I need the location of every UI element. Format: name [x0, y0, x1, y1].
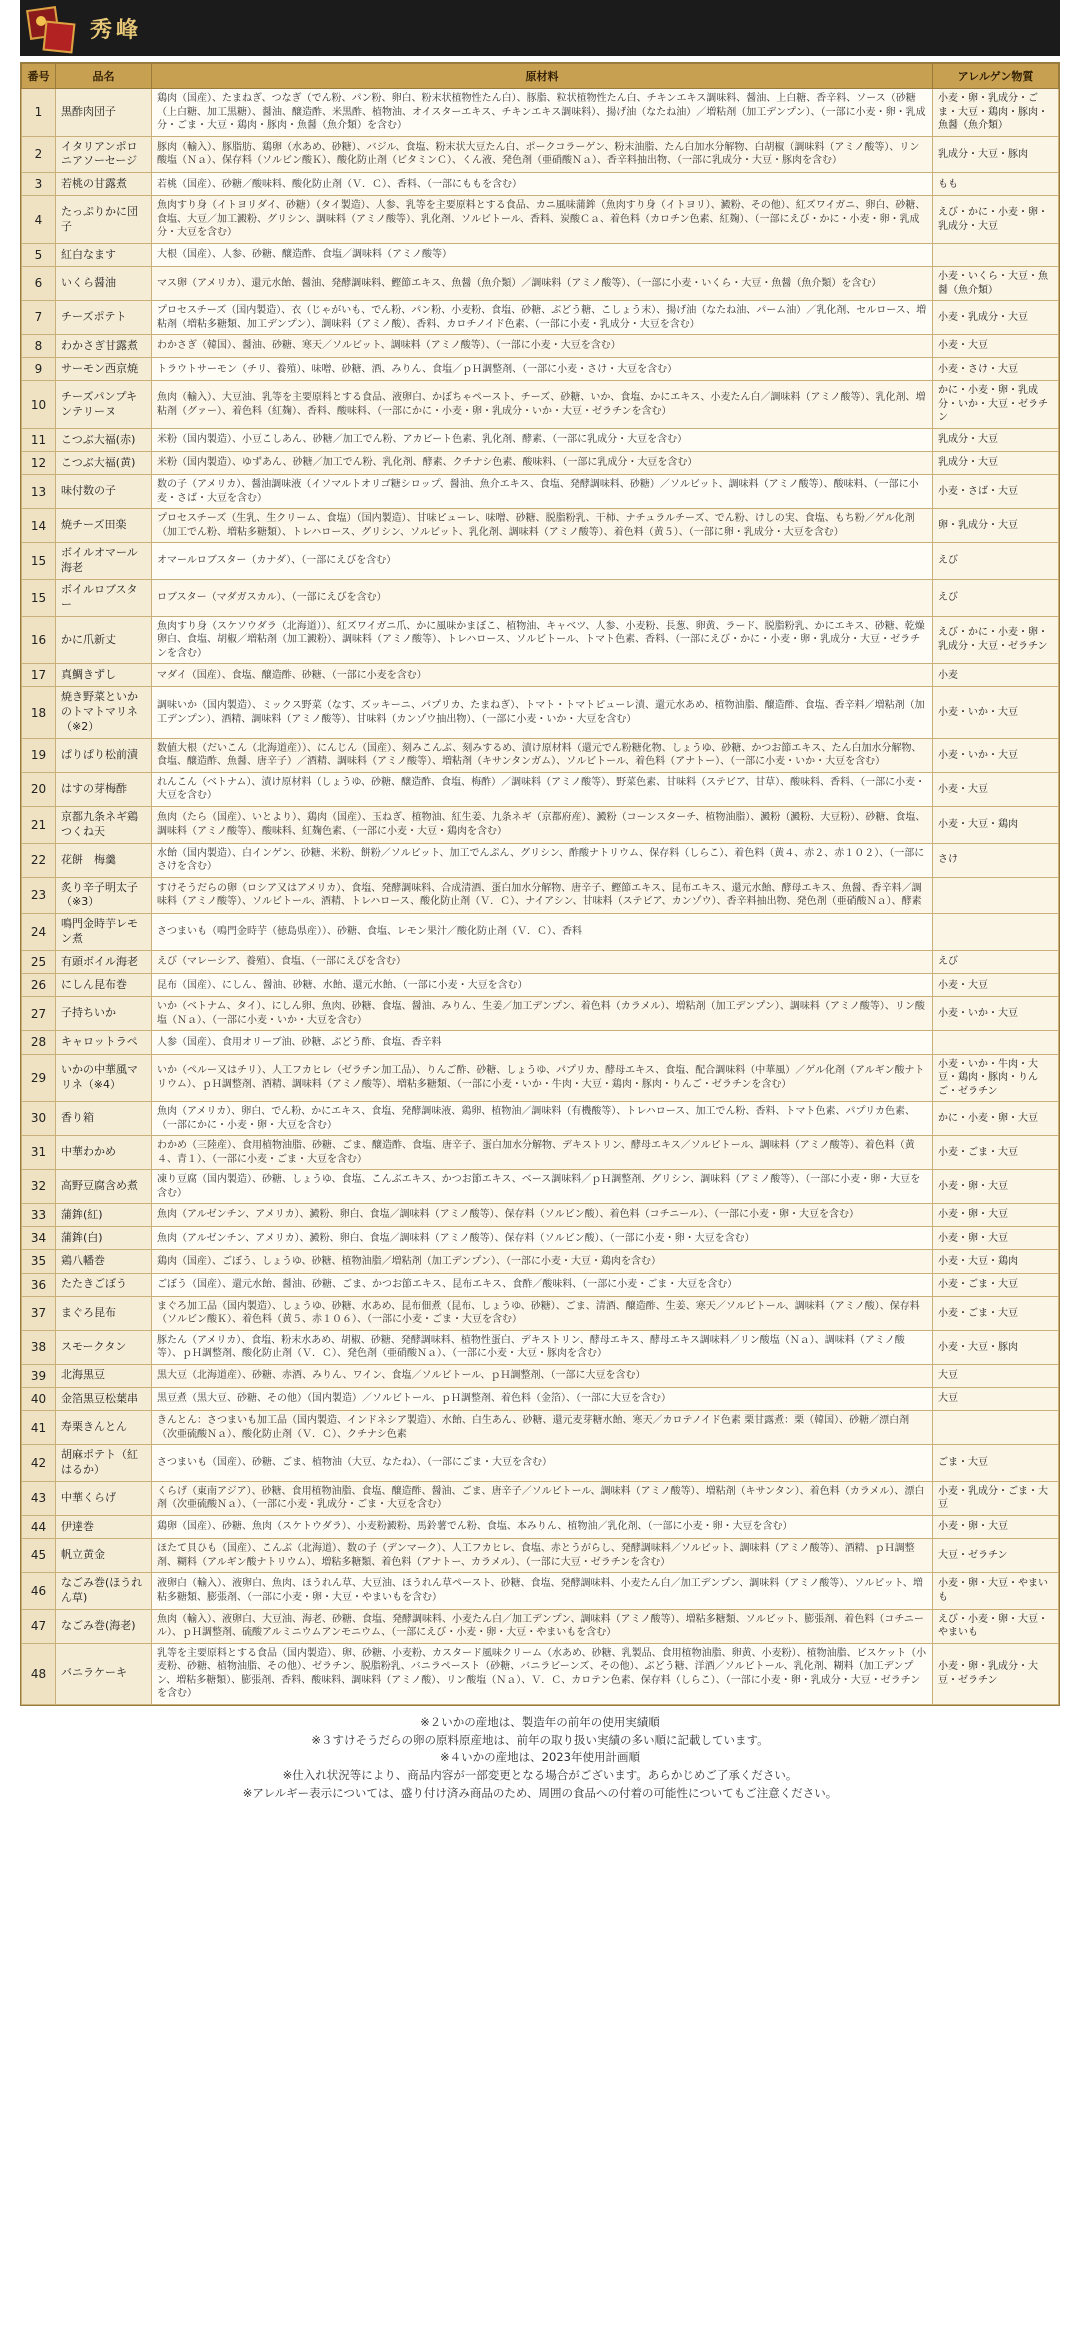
table-row: [22, 1387, 1059, 1410]
product-name-cell: ぱりぱり松前漬: [56, 738, 152, 772]
allergens-cell: えび・かに・小麦・卵・乳成分・大豆・ゼラチン: [933, 616, 1059, 664]
ingredients-cell: わかめ（三陸産）、食用植物油脂、砂糖、ごま、醸造酢、食塩、唐辛子、蛋白加水分解物、デキストリン、酵母エキス／ソルビトール、調味料（アミノ酸等）、着色料（黄４、青１）、（一部に小麦・ごま・大豆を含む）: [152, 1136, 933, 1170]
allergens-cell: 小麦・ごま・大豆: [933, 1273, 1059, 1296]
product-name-cell: にしん昆布巻: [56, 974, 152, 997]
row-number-cell: 2: [22, 136, 56, 173]
ingredients-cell: 魚肉（輸入）、大豆油、乳等を主要原料とする食品、液卵白、かぼちゃペースト、チーズ、砂糖、いか、食塩、かにエキス、小麦たん白／調味料（アミノ酸等）、乳化剤、増粘剤（グァー）、着色料（紅麹）、香料、酸味料、（一部にかに・小麦・卵・乳成分・いか・大豆・ゼラチンを含む）: [152, 381, 933, 429]
row-number-cell: 11: [22, 428, 56, 451]
allergens-cell: [933, 1031, 1059, 1054]
allergens-cell: [933, 243, 1059, 266]
ingredients-cell: くらげ（東南アジア）、砂糖、食用植物油脂、食塩、醸造酢、醤油、ごま、唐辛子／ソルビトール、調味料（アミノ酸等）、増粘剤（キサンタン）、着色料（カラメル）、漂白剤（次亜硫酸Ｎａ）、（一部に小麦・乳成分・ごま・大豆を含む）: [152, 1481, 933, 1515]
ingredients-cell: 人参（国産）、食用オリーブ油、砂糖、ぶどう酢、食塩、香辛料: [152, 1031, 933, 1054]
ingredients-cell: 米粉（国内製造）、ゆずあん、砂糖／加工でん粉、乳化剤、酵素、クチナシ色素、酸味料、（一部に乳成分・大豆を含む）: [152, 452, 933, 475]
footnote: ※アレルギー表示については、盛り付け済み商品のため、周囲の食品への付着の可能性についてもご注意ください。: [242, 1785, 838, 1800]
product-name-cell: バニラケーキ: [56, 1643, 152, 1704]
allergens-cell: 小麦・いか・大豆: [933, 687, 1059, 739]
table-row: [22, 580, 1059, 617]
footnote: ※２いかの産地は、製造年の前年の使用実績順: [420, 1714, 660, 1729]
row-number-cell: 23: [22, 877, 56, 914]
row-number-cell: 45: [22, 1539, 56, 1573]
row-number-cell: 15: [22, 580, 56, 617]
ingredients-cell: 凍り豆腐（国内製造）、砂糖、しょうゆ、食塩、こんぶエキス、かつお節エキス、ベース調味料／ｐＨ調整剤、グリシン、調味料（アミノ酸等）、（一部に小麦・卵・大豆を含む）: [152, 1170, 933, 1204]
row-number-cell: 34: [22, 1227, 56, 1250]
table-row: [22, 1481, 1059, 1515]
row-number-cell: 37: [22, 1296, 56, 1330]
table-row: [22, 173, 1059, 196]
allergens-cell: 小麦・卵・乳成分・ごま・大豆・鶏肉・豚肉・魚醤（魚介類）: [933, 89, 1059, 137]
row-number-cell: 5: [22, 243, 56, 266]
ingredients-cell: 調味いか（国内製造）、ミックス野菜（なす、ズッキーニ、パプリカ、たまねぎ）、トマト・トマトピューレ漬、還元水あめ、植物油脂、醸造酢、食塩、香辛料／増粘剤（加工デンプン）、酒精、調味料（アミノ酸等）、甘味料（カンゾウ抽出物）、（一部に小麦・いか・大豆を含む）: [152, 687, 933, 739]
allergens-cell: 小麦・さけ・大豆: [933, 358, 1059, 381]
row-number-cell: 47: [22, 1609, 56, 1643]
footnotes: [0, 1714, 1080, 1803]
row-number-cell: 44: [22, 1515, 56, 1538]
row-number-cell: 4: [22, 196, 56, 244]
table-row: [22, 301, 1059, 335]
allergens-cell: 小麦・いくら・大豆・魚醤（魚介類）: [933, 267, 1059, 301]
allergens-cell: [933, 877, 1059, 914]
row-number-cell: 42: [22, 1445, 56, 1482]
ingredients-cell: いか（ペルー又はチリ）、人工フカヒレ（ゼラチン加工品）、りんご酢、砂糖、しょうゆ、パプリカ、酵母エキス、食塩、配合調味料（中華風）／ゲル化剤（アルギン酸ナトリウム）、ｐＨ調整剤、酒精、調味料（アミノ酸等）、増粘多糖類、（一部に小麦・いか・牛肉・大豆・鶏肉・豚肉・りんご・ゼラチンを含む）: [152, 1054, 933, 1102]
row-number-cell: 28: [22, 1031, 56, 1054]
product-name-cell: 炙り辛子明太子（※3）: [56, 877, 152, 914]
allergens-cell: えび・かに・小麦・卵・乳成分・大豆: [933, 196, 1059, 244]
ingredients-cell: 魚肉すり身（イトヨリダイ、砂糖）（タイ製造）、人参、乳等を主要原料とする食品、カニ風味蒲鉾（魚肉すり身（イトヨリ）、澱粉、その他）、紅ズワイガニ、卵白、砂糖、食塩、大豆／加工澱粉、グリシン、調味料（アミノ酸等）、乳化剤、ソルビトール、香料、炭酸Ｃａ、着色料（カロチン色素、紅麹）、（一部にえび・かに・小麦・卵・乳成分・大豆を含む）: [152, 196, 933, 244]
table-row: [22, 428, 1059, 451]
table-row: [22, 1296, 1059, 1330]
allergens-cell: 小麦・ごま・大豆: [933, 1296, 1059, 1330]
product-name-cell: サーモン西京焼: [56, 358, 152, 381]
allergens-cell: 卵・乳成分・大豆: [933, 509, 1059, 543]
ingredients-cell: 米粉（国内製造）、小豆こしあん、砂糖／加工でん粉、アカビート色素、乳化剤、酵素、（一部に乳成分・大豆を含む）: [152, 428, 933, 451]
table-row: [22, 974, 1059, 997]
ingredients-cell: 黒豆煮（黒大豆、砂糖、その他）（国内製造）／ソルビトール、ｐＨ調整剤、着色料（金箔）、（一部に大豆を含む）: [152, 1387, 933, 1410]
product-name-cell: 有頭ボイル海老: [56, 950, 152, 973]
row-number-cell: 33: [22, 1204, 56, 1227]
allergens-cell: えび: [933, 580, 1059, 617]
ingredients-cell: ほたて貝ひも（国産）、こんぶ（北海道）、数の子（デンマーク）、人工フカヒレ、食塩、赤とうがらし、発酵調味料／ソルビット、調味料（アミノ酸等）、酒精、ｐＨ調整剤、糊料（アルギン酸ナトリウム）、増粘多糖類、着色料（アナトー、カラメル）、（一部に大豆・ゼラチンを含む）: [152, 1539, 933, 1573]
table-row: [22, 1330, 1059, 1364]
allergens-cell: 小麦: [933, 664, 1059, 687]
allergens-cell: えび: [933, 950, 1059, 973]
table-row: [22, 687, 1059, 739]
ingredients-table: [20, 62, 1060, 1706]
row-number-cell: 35: [22, 1250, 56, 1273]
header-banner: [20, 0, 1060, 56]
table-row: [22, 1515, 1059, 1538]
table-row: [22, 664, 1059, 687]
table-row: [22, 1411, 1059, 1445]
ingredients-cell: 数値大根（だいこん（北海道産））、にんじん（国産）、刻みこんぶ、刻みするめ、漬け原材料（還元でん粉糖化物、しょうゆ、砂糖、かつお節エキス、たん白加水分解物、食塩、醸造酢、魚醤、唐辛子）／酒精、調味料（アミノ酸等）、増粘剤（キサンタンガム）、ソルビトール、着色料（アナトー）、（一部に小麦・いか・大豆を含む）: [152, 738, 933, 772]
table-row: [22, 509, 1059, 543]
allergens-cell: もも: [933, 173, 1059, 196]
allergens-cell: 小麦・大豆: [933, 772, 1059, 806]
row-number-cell: 10: [22, 381, 56, 429]
row-number-cell: 9: [22, 358, 56, 381]
table-row: [22, 358, 1059, 381]
allergens-cell: 小麦・卵・大豆: [933, 1515, 1059, 1538]
table-row: [22, 1054, 1059, 1102]
product-name-cell: なごみ巻(海老): [56, 1609, 152, 1643]
osechi-box-icon: [26, 4, 74, 52]
allergens-cell: 乳成分・大豆: [933, 428, 1059, 451]
row-number-cell: 15: [22, 543, 56, 580]
allergens-cell: 小麦・大豆・鶏肉: [933, 1250, 1059, 1273]
ingredients-cell: れんこん（ベトナム）、漬け原材料（しょうゆ、砂糖、醸造酢、食塩、梅酢）／調味料（アミノ酸等）、野菜色素、甘味料（ステビア、甘草）、酸味料、香料、（一部に小麦・大豆を含む）: [152, 772, 933, 806]
product-name-cell: 子持ちいか: [56, 997, 152, 1031]
ingredients-cell: 大根（国産）、人参、砂糖、醸造酢、食塩／調味料（アミノ酸等）: [152, 243, 933, 266]
ingredients-cell: 魚肉（アメリカ）、卵白、でん粉、かにエキス、食塩、発酵調味液、鶏卵、植物油／調味料（有機酸等）、トレハロース、加工でん粉、香料、トマト色素、パプリカ色素、（一部にかに・小麦・卵・大豆を含む）: [152, 1102, 933, 1136]
allergens-cell: えび: [933, 543, 1059, 580]
allergens-cell: 大豆: [933, 1387, 1059, 1410]
allergens-cell: 小麦・ごま・大豆: [933, 1136, 1059, 1170]
row-number-cell: 22: [22, 843, 56, 877]
allergens-cell: ごま・大豆: [933, 1445, 1059, 1482]
ingredients-cell: 黒大豆（北海道産）、砂糖、赤酒、みりん、ワイン、食塩／ソルビトール、ｐＨ調整剤、（一部に大豆を含む）: [152, 1364, 933, 1387]
table-body: [22, 89, 1059, 1705]
row-number-cell: 6: [22, 267, 56, 301]
ingredients-cell: 鶏卵（国産）、砂糖、魚肉（スケトウダラ）、小麦粉澱粉、馬鈴薯でん粉、食塩、本みりん、植物油／乳化剤、（一部に小麦・卵・大豆を含む）: [152, 1515, 933, 1538]
allergens-cell: 小麦・卵・大豆: [933, 1204, 1059, 1227]
ingredients-cell: 魚肉（たら（国産）、いとより）、鶏肉（国産）、玉ねぎ、植物油、紅生姜、九条ネギ（京都府産）、澱粉（コーンスターチ、植物油脂）、澱粉（澱粉、大豆粉）、砂糖、食塩、調味料（アミノ酸等）、酸味料、紅麹色素、（一部に小麦・大豆・鶏肉を含む）: [152, 806, 933, 843]
table-row: [22, 89, 1059, 137]
ingredients-cell: さつまいも（鳴門金時芋（徳島県産））、砂糖、食塩、レモン果汁／酸化防止剤（Ｖ．Ｃ）、香料: [152, 914, 933, 951]
product-name-cell: 味付数の子: [56, 475, 152, 509]
allergens-cell: 小麦・乳成分・大豆: [933, 301, 1059, 335]
product-name-cell: チーズパンプキンテリーヌ: [56, 381, 152, 429]
product-name-cell: 北海黒豆: [56, 1364, 152, 1387]
allergens-cell: 小麦・大豆: [933, 335, 1059, 358]
row-number-cell: 24: [22, 914, 56, 951]
page-title: 秀峰: [90, 17, 143, 43]
row-number-cell: 7: [22, 301, 56, 335]
product-name-cell: こつぶ大福(赤): [56, 428, 152, 451]
row-number-cell: 48: [22, 1643, 56, 1704]
row-number-cell: 32: [22, 1170, 56, 1204]
product-name-cell: 焼チーズ田楽: [56, 509, 152, 543]
table-row: [22, 1445, 1059, 1482]
table-row: [22, 1136, 1059, 1170]
ingredients-cell: プロセスチーズ（国内製造）、衣（じゃがいも、でん粉、パン粉、小麦粉、食塩、砂糖、ぶどう糖、こしょう末）、揚げ油（なたね油、パーム油）／乳化剤、セルロース、増粘剤（増粘多糖類、加工デンプン）、調味料（アミノ酸）、香料、カロチノイド色素、（一部に小麦・乳成分・大豆を含む）: [152, 301, 933, 335]
allergens-cell: 小麦・卵・乳成分・大豆・ゼラチン: [933, 1643, 1059, 1704]
product-name-cell: 伊達巻: [56, 1515, 152, 1538]
table-row: [22, 243, 1059, 266]
product-name-cell: いかの中華風マリネ（※4）: [56, 1054, 152, 1102]
ingredients-cell: いか（ベトナム、タイ）、にしん卵、魚肉、砂糖、食塩、醤油、みりん、生姜／加工デンプン、着色料（カラメル）、増粘剤（加工デンプン）、調味料（アミノ酸等）、リン酸塩（Ｎａ）、（一部に小麦・いか・大豆を含む）: [152, 997, 933, 1031]
row-number-cell: 12: [22, 452, 56, 475]
allergens-cell: 小麦・いか・牛肉・大豆・鶏肉・豚肉・りんご・ゼラチン: [933, 1054, 1059, 1102]
table-row: [22, 877, 1059, 914]
product-name-cell: 真鯛きずし: [56, 664, 152, 687]
ingredients-cell: 水飴（国内製造）、白インゲン、砂糖、米粉、餅粉／ソルビット、加工でんぷん、グリシン、酢酸ナトリウム、保存料（しらこ）、着色料（黄４、赤２、赤１０２）、（一部にさけを含む）: [152, 843, 933, 877]
table-header-row: [22, 64, 1059, 89]
allergens-cell: 小麦・さば・大豆: [933, 475, 1059, 509]
table-row: [22, 1204, 1059, 1227]
table-row: [22, 1227, 1059, 1250]
product-name-cell: 若桃の甘露煮: [56, 173, 152, 196]
product-name-cell: 寿栗きんとん: [56, 1411, 152, 1445]
table-row: [22, 772, 1059, 806]
table-row: [22, 335, 1059, 358]
product-name-cell: 蒲鉾(紅): [56, 1204, 152, 1227]
table-row: [22, 1609, 1059, 1643]
table-row: [22, 1250, 1059, 1273]
row-number-cell: 41: [22, 1411, 56, 1445]
ingredients-cell: ロブスター（マダガスカル）、（一部にえびを含む）: [152, 580, 933, 617]
table-row: [22, 475, 1059, 509]
row-number-cell: 25: [22, 950, 56, 973]
table-row: [22, 1643, 1059, 1704]
table-row: [22, 1102, 1059, 1136]
row-number-cell: 43: [22, 1481, 56, 1515]
allergens-cell: 小麦・いか・大豆: [933, 997, 1059, 1031]
table-row: [22, 452, 1059, 475]
product-name-cell: かに爪新丈: [56, 616, 152, 664]
ingredients-cell: まぐろ加工品（国内製造）、しょうゆ、砂糖、水あめ、昆布佃煮（昆布、しょうゆ、砂糖）、ごま、清酒、醸造酢、生姜、寒天／ソルビトール、調味料（アミノ酸）、保存料（ソルビン酸Ｋ）、着色料（黄５、赤１０６）、（一部に小麦・ごま・大豆を含む）: [152, 1296, 933, 1330]
column-header-ingredients: 原材料: [152, 64, 933, 89]
ingredients-cell: 豚肉（輸入）、豚脂肪、鶏卵（水あめ、砂糖）、バジル、食塩、粉末状大豆たん白、ポークコラーゲン、粉末油脂、たん白加水分解物、白胡椒（調味料（アミノ酸等）、リン酸塩（Ｎａ）、保存料（ソルビン酸Ｋ）、酸化防止剤（ビタミンＣ）、くん液、発色剤（亜硝酸Ｎａ）、香辛料抽出物、（一部に乳成分・大豆・豚肉を含む）: [152, 136, 933, 173]
table-row: [22, 843, 1059, 877]
table-row: [22, 196, 1059, 244]
footnote: ※仕入れ状況等により、商品内容が一部変更となる場合がございます。あらかじめご了承ください。: [282, 1768, 798, 1783]
table-row: [22, 950, 1059, 973]
ingredients-cell: オマールロブスター（カナダ）、（一部にえびを含む）: [152, 543, 933, 580]
allergens-cell: 乳成分・大豆・豚肉: [933, 136, 1059, 173]
product-name-cell: はすの芽梅酢: [56, 772, 152, 806]
table-row: [22, 1573, 1059, 1610]
row-number-cell: 3: [22, 173, 56, 196]
ingredients-cell: プロセスチーズ（生乳、生クリーム、食塩）（国内製造）、甘味ピューレ、味噌、砂糖、脱脂粉乳、干柿、ナチュラルチーズ、でん粉、けしの実、食塩、もち粉／ゲル化剤（加工でん粉、増粘多糖類）、トレハロース、グリシン、ソルビット、乳化剤、調味料（アミノ酸等）、着色料（黄５）、（一部に卵・乳成分・大豆を含む）: [152, 509, 933, 543]
table-row: [22, 997, 1059, 1031]
ingredients-cell: 魚肉（アルゼンチン、アメリカ）、澱粉、卵白、食塩／調味料（アミノ酸等）、保存料（ソルビン酸）、（一部に小麦・卵・大豆を含む）: [152, 1227, 933, 1250]
ingredients-cell: 若桃（国産）、砂糖／酸味料、酸化防止剤（Ｖ．Ｃ）、香料、（一部にももを含む）: [152, 173, 933, 196]
row-number-cell: 21: [22, 806, 56, 843]
row-number-cell: 46: [22, 1573, 56, 1610]
allergens-cell: かに・小麦・卵・大豆: [933, 1102, 1059, 1136]
product-name-cell: 金箔黒豆松葉串: [56, 1387, 152, 1410]
allergens-cell: 小麦・卵・大豆・やまいも: [933, 1573, 1059, 1610]
product-name-cell: 胡麻ポテト（紅はるか）: [56, 1445, 152, 1482]
product-name-cell: こつぶ大福(黄): [56, 452, 152, 475]
product-name-cell: 蒲鉾(白): [56, 1227, 152, 1250]
ingredients-cell: 鶏肉（国産）、ごぼう、しょうゆ、砂糖、植物油脂／増粘剤（加工デンプン）、（一部に小麦・大豆・鶏肉を含む）: [152, 1250, 933, 1273]
ingredients-cell: 液卵白（輸入）、液卵白、魚肉、ほうれん草、大豆油、ほうれん草ペースト、砂糖、食塩、発酵調味料、小麦たん白／加工デンプン、調味料（アミノ酸等）、ソルビット、増粘多糖類、膨張剤、（一部に小麦・卵・大豆・やまいもを含む）: [152, 1573, 933, 1610]
allergens-cell: 小麦・大豆・鶏肉: [933, 806, 1059, 843]
product-name-cell: 紅白なます: [56, 243, 152, 266]
ingredients-cell: 魚肉（輸入）、液卵白、大豆油、海老、砂糖、食塩、発酵調味料、小麦たん白／加工デンプン、調味料（アミノ酸等）、増粘多糖類、ソルビット、膨張剤、着色料（コチニール）、ｐＨ調整剤、硫酸アルミニウムアンモニウム、（一部にえび・小麦・卵・大豆・やまいもを含む）: [152, 1609, 933, 1643]
ingredients-cell: 魚肉（アルゼンチン、アメリカ）、澱粉、卵白、食塩／調味料（アミノ酸等）、保存料（ソルビン酸）、着色料（コチニール）、（一部に小麦・卵・大豆を含む）: [152, 1204, 933, 1227]
row-number-cell: 38: [22, 1330, 56, 1364]
table-row: [22, 136, 1059, 173]
product-name-cell: 黒酢肉団子: [56, 89, 152, 137]
ingredients-cell: 豚たん（アメリカ）、食塩、粉末水あめ、胡椒、砂糖、発酵調味料、植物性蛋白、デキストリン、酵母エキス、酵母エキス調味料／リン酸塩（Ｎａ）、調味料（アミノ酸等）、ｐＨ調整剤、酸化防止剤（Ｖ．Ｃ）、発色剤（亜硝酸Ｎａ）、（一部に小麦・大豆・豚肉を含む）: [152, 1330, 933, 1364]
product-name-cell: ボイルオマール海老: [56, 543, 152, 580]
row-number-cell: 13: [22, 475, 56, 509]
table-row: [22, 1273, 1059, 1296]
product-name-cell: いくら醤油: [56, 267, 152, 301]
allergens-cell: 乳成分・大豆: [933, 452, 1059, 475]
table-row: [22, 267, 1059, 301]
row-number-cell: 8: [22, 335, 56, 358]
ingredients-cell: 乳等を主要原料とする食品（国内製造）、卵、砂糖、小麦粉、カスタード風味クリーム（水あめ、砂糖、乳製品、食用植物油脂、卵黄、小麦粉）、植物油脂、ビスケット（小麦粉、砂糖、植物油脂、その他）、ゼラチン、脱脂粉乳、バニラペースト（砂糖、バニラビーンズ、その他）、ぶどう糖、洋酒／ソルビトール、乳化剤、糊料（加工デンプン、増粘多糖類）、膨張剤、香料、酸味料、調味料（アミノ酸）、リン酸塩（Ｎａ）、Ｖ．Ｃ、カロテン色素、保存料（しらこ）、（一部に小麦・卵・乳成分・大豆・ゼラチンを含む）: [152, 1643, 933, 1704]
product-name-cell: 京都九条ネギ鶏つくね天: [56, 806, 152, 843]
product-name-cell: 鶏八幡巻: [56, 1250, 152, 1273]
ingredients-cell: 魚肉すり身（スケソウダラ（北海道））、紅ズワイガニ爪、かに風味かまぼこ、植物油、キャベツ、人参、小麦粉、長葱、卵黄、ラード、脱脂粉乳、かにエキス、砂糖、乾燥卵白、食塩、胡椒／増粘剤（加工澱粉）、調味料（アミノ酸等）、トレハロース、ソルビトール、トマト色素、香料、（一部にえび・かに・小麦・卵・乳成分・大豆・ゼラチンを含む）: [152, 616, 933, 664]
row-number-cell: 20: [22, 772, 56, 806]
table-row: [22, 1031, 1059, 1054]
table-row: [22, 381, 1059, 429]
row-number-cell: 40: [22, 1387, 56, 1410]
row-number-cell: 14: [22, 509, 56, 543]
ingredients-cell: えび（マレーシア、養殖）、食塩、（一部にえびを含む）: [152, 950, 933, 973]
product-name-cell: キャロットラペ: [56, 1031, 152, 1054]
allergens-cell: [933, 914, 1059, 951]
product-name-cell: 帆立黄金: [56, 1539, 152, 1573]
row-number-cell: 36: [22, 1273, 56, 1296]
row-number-cell: 1: [22, 89, 56, 137]
ingredients-cell: わかさぎ（韓国）、醤油、砂糖、寒天／ソルビット、調味料（アミノ酸等）、（一部に小麦・大豆を含む）: [152, 335, 933, 358]
product-name-cell: 鳴門金時芋レモン煮: [56, 914, 152, 951]
ingredients-cell: すけそうだらの卵（ロシア又はアメリカ）、食塩、発酵調味料、合成清酒、蛋白加水分解物、唐辛子、鰹節エキス、昆布エキス、還元水飴、酵母エキス、魚醤、香辛料／調味料（アミノ酸等）、ソルビトール、酒精、トレハロース、酸化防止剤（Ｖ．Ｃ）、ナイアシン、甘味料（ステビア、カンゾウ）、香辛料抽出物、発色剤（亜硝酸Ｎａ）、酵素: [152, 877, 933, 914]
allergens-cell: 大豆: [933, 1364, 1059, 1387]
ingredients-cell: マス卵（アメリカ）、還元水飴、醤油、発酵調味料、鰹節エキス、魚醤（魚介類）／調味料（アミノ酸等）、（一部に小麦・いくら・大豆・魚醤（魚介類）を含む）: [152, 267, 933, 301]
product-name-cell: 中華くらげ: [56, 1481, 152, 1515]
table-row: [22, 1539, 1059, 1573]
product-name-cell: スモークタン: [56, 1330, 152, 1364]
row-number-cell: 17: [22, 664, 56, 687]
product-name-cell: なごみ巻(ほうれん草): [56, 1573, 152, 1610]
row-number-cell: 29: [22, 1054, 56, 1102]
ingredients-cell: トラウトサーモン（チリ、養殖）、味噌、砂糖、酒、みりん、食塩／ｐＨ調整剤、（一部に小麦・さけ・大豆を含む）: [152, 358, 933, 381]
table-row: [22, 738, 1059, 772]
allergens-cell: 大豆・ゼラチン: [933, 1539, 1059, 1573]
product-name-cell: 香り箱: [56, 1102, 152, 1136]
ingredients-cell: きんとん：さつまいも加工品（国内製造、インドネシア製造）、水飴、白生あん、砂糖、還元麦芽糖水飴、寒天／カロテノイド色素 栗甘露煮：栗（韓国）、砂糖／漂白剤（次亜硫酸Ｎａ）、酸化防止剤（Ｖ．Ｃ）、クチナシ色素: [152, 1411, 933, 1445]
table-row: [22, 1364, 1059, 1387]
product-name-cell: たたきごぼう: [56, 1273, 152, 1296]
table-row: [22, 1170, 1059, 1204]
row-number-cell: 19: [22, 738, 56, 772]
row-number-cell: 26: [22, 974, 56, 997]
table-row: [22, 543, 1059, 580]
product-name-cell: ボイルロブスター: [56, 580, 152, 617]
row-number-cell: 27: [22, 997, 56, 1031]
ingredients-cell: さつまいも（国産）、砂糖、ごま、植物油（大豆、なたね）、（一部にごま・大豆を含む）: [152, 1445, 933, 1482]
product-name-cell: 花餅 梅羹: [56, 843, 152, 877]
row-number-cell: 18: [22, 687, 56, 739]
allergens-cell: 小麦・乳成分・ごま・大豆: [933, 1481, 1059, 1515]
column-header-allergens: アレルゲン物質: [933, 64, 1059, 89]
product-name-cell: チーズポテト: [56, 301, 152, 335]
table-row: [22, 806, 1059, 843]
row-number-cell: 30: [22, 1102, 56, 1136]
product-name-cell: 高野豆腐含め煮: [56, 1170, 152, 1204]
ingredients-cell: 昆布（国産）、にしん、醤油、砂糖、水飴、還元水飴、（一部に小麦・大豆を含む）: [152, 974, 933, 997]
product-name-cell: イタリアンポロニアソーセージ: [56, 136, 152, 173]
ingredients-cell: マダイ（国産）、食塩、醸造酢、砂糖、（一部に小麦を含む）: [152, 664, 933, 687]
footnote: ※４いかの産地は、2023年使用計画順: [440, 1750, 640, 1765]
ingredients-cell: 鶏肉（国産）、たまねぎ、つなぎ（でん粉、パン粉、卵白、粉末状植物性たん白）、豚脂、粒状植物性たん白、チキンエキス調味料、醤油、上白糖、香辛料、ソース（砂糖（上白糖、加工黒糖）、醤油、醸造酢、米黒酢、植物油、オイスターエキス、チキンエキス調味料）、揚げ油（なたね油）／増粘剤（加工デンプン）、（一部に小麦・卵・乳成分・ごま・大豆・鶏肉・豚肉・魚醤（魚介類）を含む）: [152, 89, 933, 137]
row-number-cell: 39: [22, 1364, 56, 1387]
allergens-cell: [933, 1411, 1059, 1445]
allergens-cell: 小麦・いか・大豆: [933, 738, 1059, 772]
allergens-cell: 小麦・卵・大豆: [933, 1227, 1059, 1250]
table-row: [22, 914, 1059, 951]
ingredients-cell: ごぼう（国産）、還元水飴、醤油、砂糖、ごま、かつお節エキス、昆布エキス、食酢／酸味料、（一部に小麦・ごま・大豆を含む）: [152, 1273, 933, 1296]
allergens-cell: かに・小麦・卵・乳成分・いか・大豆・ゼラチン: [933, 381, 1059, 429]
allergens-cell: さけ: [933, 843, 1059, 877]
footnote: ※３すけそうだらの卵の原料原産地は、前年の取り扱い実績の多い順に記載しています。: [311, 1732, 769, 1747]
allergens-cell: 小麦・大豆: [933, 974, 1059, 997]
allergens-cell: えび・小麦・卵・大豆・やまいも: [933, 1609, 1059, 1643]
product-name-cell: 焼き野菜といかのトマトマリネ（※2）: [56, 687, 152, 739]
product-name-cell: たっぷりかに団子: [56, 196, 152, 244]
column-header-number: 番号: [22, 64, 56, 89]
product-name-cell: まぐろ昆布: [56, 1296, 152, 1330]
allergens-cell: 小麦・卵・大豆: [933, 1170, 1059, 1204]
column-header-name: 品名: [56, 64, 152, 89]
allergens-cell: 小麦・大豆・豚肉: [933, 1330, 1059, 1364]
table-row: [22, 616, 1059, 664]
ingredients-cell: 数の子（アメリカ）、醤油調味液（イソマルトオリゴ糖シロップ、醤油、魚介エキス、食塩、発酵調味料、砂糖）／ソルビット、調味料（アミノ酸等）、酸味料、（一部に小麦・さば・大豆を含む）: [152, 475, 933, 509]
row-number-cell: 31: [22, 1136, 56, 1170]
product-name-cell: わかさぎ甘露煮: [56, 335, 152, 358]
row-number-cell: 16: [22, 616, 56, 664]
product-name-cell: 中華わかめ: [56, 1136, 152, 1170]
